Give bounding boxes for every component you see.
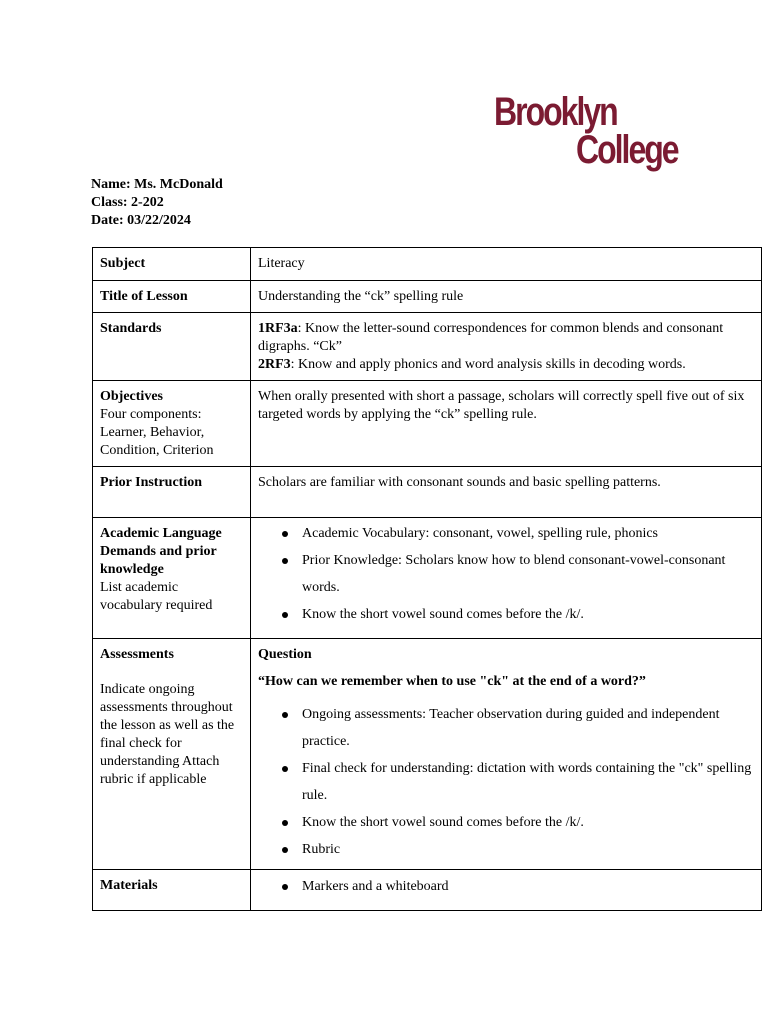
class-id: Class: 2-202 bbox=[91, 195, 164, 210]
standard-2-text: : Know and apply phonics and word analysis skills in decoding words. bbox=[290, 357, 686, 372]
teacher-name: Name: Ms. McDonald bbox=[91, 177, 223, 192]
logo-line-2: College bbox=[576, 128, 678, 172]
academic-subtext: List academic vocabulary required bbox=[100, 580, 213, 613]
lesson-plan-table bbox=[92, 247, 762, 911]
value-materials bbox=[251, 870, 762, 911]
row-subject bbox=[93, 248, 762, 281]
assessment-question: “How can we remember when to use "ck" at the end of a word?” bbox=[258, 674, 646, 689]
label-prior-instruction: Prior Instruction bbox=[93, 467, 251, 518]
value-objectives: When orally presented with short a passage, scholars will correctly spell five out of six targeted words by applying the “ck” spelling rule. bbox=[251, 381, 762, 467]
list-item: Prior Knowledge: Scholars know how to blend consonant-vowel-consonant words. bbox=[302, 547, 754, 601]
row-assessments bbox=[93, 639, 762, 870]
row-academic-language bbox=[93, 518, 762, 639]
value-academic-language bbox=[251, 518, 762, 639]
standard-2-code: 2RF3 bbox=[258, 357, 291, 372]
label-subject: Subject bbox=[93, 248, 251, 281]
list-item: Ongoing assessments: Teacher observation during guided and independent practice. bbox=[302, 701, 754, 755]
standard-1-code: 1RF3a bbox=[258, 321, 298, 336]
value-assessments bbox=[251, 639, 762, 870]
list-item: Know the short vowel sound comes before the /k/. bbox=[302, 601, 754, 628]
row-prior-instruction bbox=[93, 467, 762, 518]
row-title bbox=[93, 281, 762, 313]
standard-1-text: : Know the letter-sound correspondences for common blends and consonant digraphs. “Ck” bbox=[258, 321, 724, 354]
list-item: Academic Vocabulary: consonant, vowel, spelling rule, phonics bbox=[302, 520, 754, 547]
row-materials bbox=[93, 870, 762, 911]
logo-line-1: Brooklyn bbox=[494, 90, 617, 134]
assessments-heading: Assessments bbox=[100, 647, 174, 662]
value-subject: Literacy bbox=[251, 248, 762, 281]
objectives-subtext: Four components: Learner, Behavior, Condition, Criterion bbox=[100, 407, 214, 458]
assessments-subtext: Indicate ongoing assessments throughout the lesson as well as the final check for understanding Attach rubric if applicable bbox=[100, 682, 235, 787]
brooklyn-college-logo bbox=[494, 92, 684, 176]
value-title: Understanding the “ck” spelling rule bbox=[251, 281, 762, 313]
label-assessments bbox=[93, 639, 251, 870]
lesson-date: Date: 03/22/2024 bbox=[91, 213, 191, 228]
label-academic-language bbox=[93, 518, 251, 639]
list-item: Know the short vowel sound comes before the /k/. bbox=[302, 809, 754, 836]
assessments-list bbox=[258, 701, 754, 863]
row-standards bbox=[93, 313, 762, 381]
list-item: Final check for understanding: dictation with words containing the "ck" spelling rule. bbox=[302, 755, 754, 809]
value-standards bbox=[251, 313, 762, 381]
academic-list bbox=[258, 520, 754, 628]
value-prior-instruction: Scholars are familiar with consonant sounds and basic spelling patterns. bbox=[251, 467, 762, 518]
question-heading: Question bbox=[258, 647, 312, 662]
label-standards: Standards bbox=[93, 313, 251, 381]
objectives-heading: Objectives bbox=[100, 389, 163, 404]
list-item: Markers and a whiteboard bbox=[302, 873, 754, 900]
list-item: Rubric bbox=[302, 836, 754, 863]
row-objectives bbox=[93, 381, 762, 467]
label-materials: Materials bbox=[93, 870, 251, 911]
header-info bbox=[91, 176, 223, 230]
label-objectives bbox=[93, 381, 251, 467]
academic-heading: Academic Language Demands and prior knowledge bbox=[100, 526, 222, 577]
materials-list bbox=[258, 873, 754, 900]
label-title: Title of Lesson bbox=[93, 281, 251, 313]
